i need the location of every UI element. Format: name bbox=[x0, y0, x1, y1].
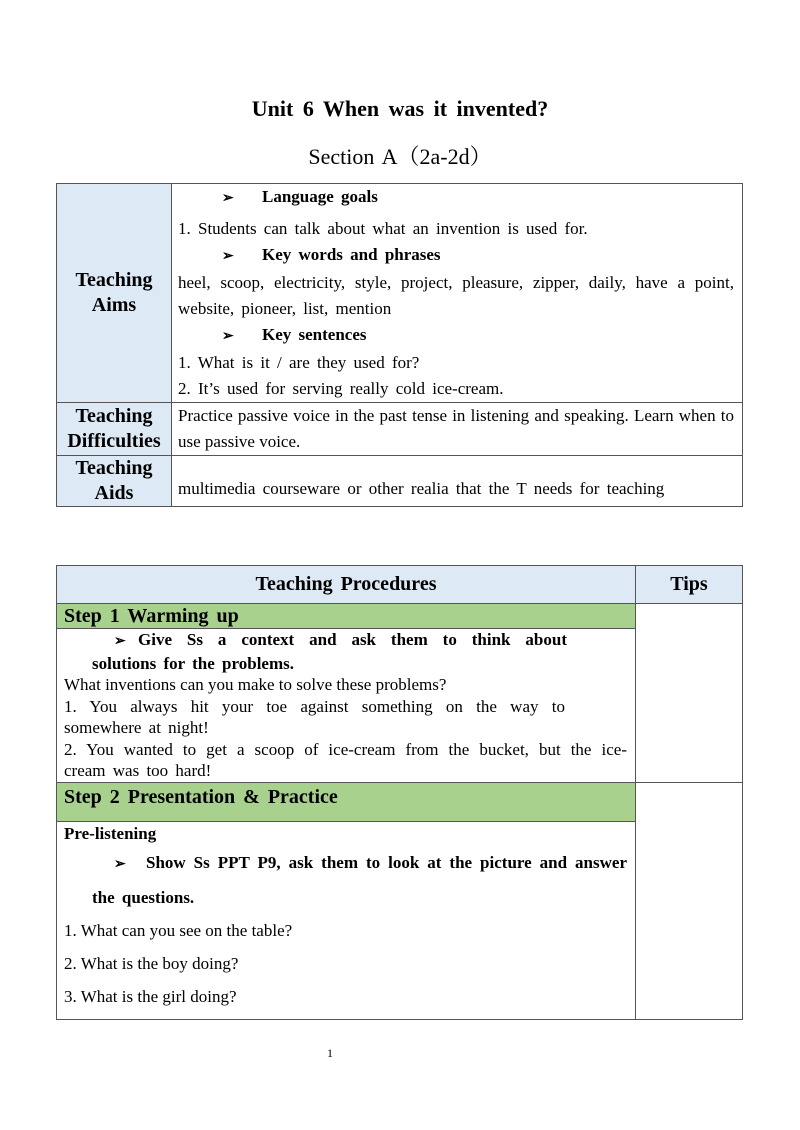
teaching-aids-text: multimedia courseware or other realia that the T needs for teaching bbox=[178, 479, 665, 498]
procedures-header-row bbox=[57, 566, 743, 604]
key-sentence-2: 2. It’s used for serving really cold ice-cream. bbox=[178, 379, 504, 398]
step2-bullet: ➢ Show Ss PPT P9, ask them to look at the picture and answer the questions. bbox=[64, 846, 627, 914]
arrow-bullet-icon: ➢ bbox=[222, 329, 234, 344]
procedures-table bbox=[56, 565, 743, 1020]
step1-tips-cell bbox=[636, 604, 743, 783]
pre-listening-heading: Pre-listening bbox=[64, 823, 157, 843]
step2-q3: 3. What is the girl doing? bbox=[64, 986, 237, 1006]
step2-title: Step 2 Presentation & Practice bbox=[57, 783, 635, 822]
teaching-difficulties-row bbox=[57, 403, 743, 456]
teaching-aids-content bbox=[172, 456, 743, 507]
page-number: 1 bbox=[327, 1046, 333, 1060]
key-words-text: heel, scoop, electricity, style, project, pleasure, zipper, daily, have a point, website, pioneer, list, mention bbox=[178, 273, 734, 318]
step1-row bbox=[57, 604, 743, 783]
step2-q1: 1. What can you see on the table? bbox=[64, 920, 293, 940]
key-sentence-1: 1. What is it / are they used for? bbox=[178, 353, 420, 372]
teaching-aims-content bbox=[172, 184, 743, 403]
language-goals-item: 1. Students can talk about what an invention is used for. bbox=[178, 219, 588, 238]
arrow-bullet-icon: ➢ bbox=[222, 191, 234, 206]
teaching-difficulties-label: Teaching Difficulties bbox=[57, 403, 172, 456]
document-subtitle: Section A（2a-2d） bbox=[308, 144, 492, 169]
step2-tips-cell bbox=[636, 782, 743, 1019]
step2-row bbox=[57, 782, 743, 1019]
teaching-aids-row bbox=[57, 456, 743, 507]
step1-question: What inventions can you make to solve these problems? bbox=[64, 675, 447, 694]
teaching-procedures-header: Teaching Procedures bbox=[57, 566, 636, 604]
teaching-difficulties-text: Practice passive voice in the past tense in listening and speaking. Learn when to use passive voice. bbox=[178, 406, 734, 451]
step1-item2: 2. You wanted to get a scoop of ice-cream from the bucket, but the ice-cream was too hard! bbox=[64, 739, 627, 780]
step2-cell bbox=[57, 782, 636, 1019]
step1-title: Step 1 Warming up bbox=[57, 604, 635, 629]
arrow-bullet-icon: ➢ bbox=[114, 856, 126, 872]
arrow-bullet-icon: ➢ bbox=[114, 634, 126, 649]
key-words-heading: ➢ Key words and phrases bbox=[178, 242, 734, 270]
document-title: Unit 6 When was it invented? bbox=[251, 96, 549, 121]
arrow-bullet-icon: ➢ bbox=[222, 249, 234, 264]
step2-q2: 2. What is the boy doing? bbox=[64, 953, 239, 973]
key-sentences-heading: ➢ Key sentences bbox=[178, 322, 734, 350]
step1-bullet: ➢ Give Ss a context and ask them to think about solutions for the problems. bbox=[92, 630, 567, 673]
teaching-aids-label: Teaching Aids bbox=[57, 456, 172, 507]
step1-cell bbox=[57, 604, 636, 783]
teaching-aims-row bbox=[57, 184, 743, 403]
teaching-difficulties-content bbox=[172, 403, 743, 456]
language-goals-heading: ➢ Language goals bbox=[178, 184, 734, 212]
tips-header: Tips bbox=[636, 566, 743, 604]
aims-table bbox=[56, 183, 743, 507]
step1-item1: 1. You always hit your toe against something on the way to somewhere at night! bbox=[64, 696, 565, 737]
teaching-aims-label: Teaching Aims bbox=[57, 184, 172, 403]
